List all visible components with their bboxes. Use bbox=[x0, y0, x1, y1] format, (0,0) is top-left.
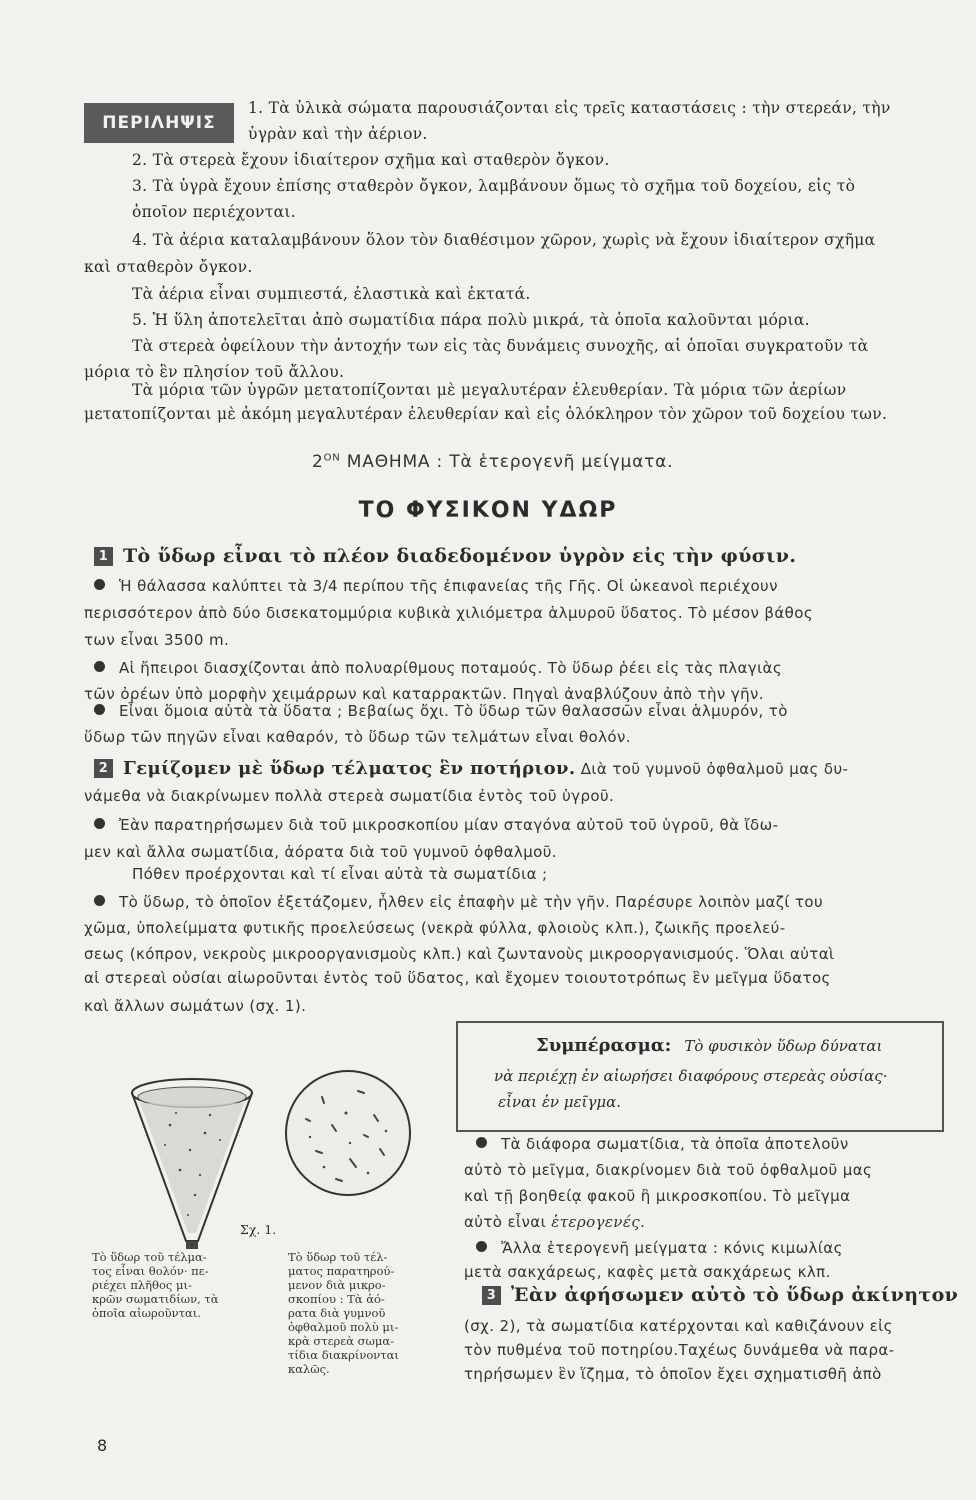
paragraph-line: μετὰ σακχάρεως, καφὲς μετὰ σακχάρεως κλπ. bbox=[464, 1263, 831, 1281]
summary-line: 4. Τὰ ἀέρια καταλαμβάνουν ὅλον τὸν διαθέσιμον χῶρον, χωρὶς νὰ ἔχουν ἰδιαίτερον σχῆμα bbox=[132, 231, 876, 249]
conclusion-text: νὰ περιέχῃ ἐν αἰωρήσει διαφόρους στερεὰς οὐσίας· bbox=[494, 1067, 888, 1085]
conclusion-text: Τὸ φυσικὸν ὕδωρ δύναται bbox=[684, 1037, 883, 1055]
lesson-number-suffix: ΟΝ bbox=[323, 452, 341, 464]
bullet-icon bbox=[94, 579, 105, 590]
summary-line: 5. Ἡ ὕλη ἀποτελεῖται ἀπὸ σωματίδια πάρα πολὺ μικρά, τὰ ὁποῖα καλοῦνται μόρια. bbox=[132, 311, 810, 329]
section-number-badge: 3 bbox=[482, 1286, 501, 1305]
paragraph-line: σεως (κόπρον, νεκροὺς μικροοργανισμοὺς κλπ.) καὶ ζωντανοὺς μικροοργανισμούς. Ὅλαι αὐταὶ bbox=[84, 945, 835, 963]
paragraph-line: Ἡ θάλασσα καλύπτει τὰ 3/4 περίπου τῆς ἐπιφανείας τῆς Γῆς. Οἱ ὠκεανοὶ περιέχουν bbox=[94, 574, 778, 598]
summary-label: ΠΕΡΙΛΗΨΙΣ bbox=[84, 103, 234, 143]
paragraph-line: περισσότερον ἀπὸ δύο δισεκατομμύρια κυβικὰ χιλιόμετρα ἁλμυροῦ ὕδατος. Τὸ μέσον βάθος bbox=[84, 604, 814, 622]
summary-line: ὁποῖον περιέχονται. bbox=[132, 203, 296, 221]
paragraph-line: των εἶναι 3500 m. bbox=[84, 631, 230, 649]
figure-caption-left: Τὸ ὕδωρ τοῦ τέλμα- τος εἶναι θολόν· πε- ριέχει πλῆθος μι- κρῶν σωματιδίων, τὰ ὁποῖα αἰωροῦνται. bbox=[92, 1250, 219, 1320]
paragraph-line: μεν καὶ ἄλλα σωματίδια, ἀόρατα διὰ τοῦ γυμνοῦ ὀφθαλμοῦ. bbox=[84, 843, 557, 861]
summary-line: ὑγρὰν καὶ τὴν ἀέριον. bbox=[248, 125, 428, 143]
lesson-subject: Τὰ ἑτερογενῆ μείγματα. bbox=[449, 452, 674, 472]
bullet-icon bbox=[94, 704, 105, 715]
bullet-icon bbox=[94, 661, 105, 672]
conclusion-first-line bbox=[536, 1035, 882, 1056]
conclusion-title: Συμπέρασμα: bbox=[536, 1035, 672, 1056]
summary-line: Τὰ μόρια τῶν ὑγρῶν μετατοπίζονται μὲ μεγαλυτέραν ἐλευθερίαν. Τὰ μόρια τῶν ἀερίων bbox=[132, 381, 847, 399]
summary-line: 2. Τὰ στερεὰ ἔχουν ἰδιαίτερον σχῆμα καὶ σταθερὸν ὄγκον. bbox=[132, 151, 610, 169]
summary-line: 3. Τὰ ὑγρὰ ἔχουν ἐπίσης σταθερὸν ὄγκον, λαμβάνουν ὅμως τὸ σχῆμα τοῦ δοχείου, εἰς τὸ bbox=[132, 177, 856, 195]
paragraph-line: χῶμα, ὑπολείμματα φυτικῆς προελεύσεως (νεκρὰ φύλλα, φλοιοὺς κλπ.), ζωικῆς προελεύ- bbox=[84, 919, 786, 937]
section-2-heading-tail: Διὰ τοῦ γυμνοῦ ὀφθαλμοῦ μας δυ- bbox=[580, 760, 849, 778]
page-title: ΤΟ ΦΥΣΙΚΟΝ ΥΔΩΡ bbox=[358, 498, 618, 523]
summary-line: Τὰ ἀέρια εἶναι συμπιεστά, ἐλαστικὰ καὶ ἐκτατά. bbox=[132, 285, 531, 303]
paragraph-line: Τὰ διάφορα σωματίδια, τὰ ὁποῖα ἀποτελοῦν bbox=[476, 1132, 849, 1156]
paragraph-line: καὶ ἄλλων σωμάτων (σχ. 1). bbox=[84, 997, 307, 1015]
italic-term: ἑτερογενές. bbox=[551, 1213, 646, 1231]
microscope-view-icon bbox=[286, 1071, 410, 1195]
summary-line: καὶ σταθερὸν ὄγκον. bbox=[84, 258, 253, 276]
paragraph-line: τηρήσωμεν ἓν ἵζημα, τὸ ὁποῖον ἔχει σχηματισθῆ ἀπὸ bbox=[464, 1365, 882, 1383]
section-2-heading bbox=[94, 757, 848, 781]
section-number-badge: 2 bbox=[94, 759, 113, 778]
lesson-number: 2 bbox=[312, 452, 324, 472]
paragraph-line: Εἶναι ὅμοια αὐτὰ τὰ ὕδατα ; Βεβαίως ὄχι. Τὸ ὕδωρ τῶν θαλασσῶν εἶναι ἁλμυρόν, τὸ bbox=[94, 699, 788, 723]
paragraph-line: τὸν πυθμένα τοῦ ποτηρίου.Ταχέως δυνάμεθα νὰ παρα- bbox=[464, 1341, 895, 1359]
figure-caption-right: Τὸ ὕδωρ τοῦ τέλ- ματος παρατηρού- μενον διὰ μικρο- σκοπίου : Τὰ ἀό- ρατα διὰ γυμνοῦ ὀφθαλμοῦ πολὺ μι- κρὰ στερεὰ σωμα- τίδια διακρίνονται καλῶς. bbox=[288, 1250, 399, 1376]
paragraph-line: ὕδωρ τῶν πηγῶν εἶναι καθαρόν, τὸ ὕδωρ τῶν τελμάτων εἶναι θολόν. bbox=[84, 728, 631, 746]
conclusion-box bbox=[456, 1021, 944, 1132]
summary-line: μετατοπίζονται μὲ ἀκόμη μεγαλυτέραν ἐλευθερίαν καὶ εἰς ὁλόκληρον τὸν χῶρον τοῦ δοχείου των. bbox=[84, 405, 888, 423]
paragraph-line: καὶ τῇ βοηθείᾳ φακοῦ ἢ μικροσκοπίου. Τὸ μεῖγμα bbox=[464, 1187, 851, 1205]
figure-label: Σχ. 1. bbox=[240, 1222, 277, 1237]
section-1-heading bbox=[94, 545, 796, 567]
lesson-header bbox=[312, 452, 673, 472]
summary-line: Τὰ στερεὰ ὀφείλουν τὴν ἀντοχήν των εἰς τὰς δυνάμεις συνοχῆς, αἱ ὁποῖαι συγκρατοῦν τὰ bbox=[132, 337, 869, 355]
paragraph-line: Αἱ ἤπειροι διασχίζονται ἀπὸ πολυαρίθμους ποταμούς. Τὸ ὕδωρ ῥέει εἰς τὰς πλαγιὰς bbox=[94, 656, 782, 680]
page-number: 8 bbox=[97, 1436, 108, 1455]
paragraph-line: Ἐὰν παρατηρήσωμεν διὰ τοῦ μικροσκοπίου μίαν σταγόνα αὐτοῦ τοῦ ὑγροῦ, θὰ ἴδω- bbox=[94, 813, 778, 837]
paragraph-line: νάμεθα νὰ διακρίνωμεν πολλὰ στερεὰ σωματίδια ἐντὸς τοῦ ὑγροῦ. bbox=[84, 787, 615, 805]
figure-1-illustration bbox=[110, 1055, 450, 1255]
paragraph-line: αἱ στερεαὶ οὐσίαι αἰωροῦνται ἐντὸς τοῦ ὕδατος, καὶ ἔχομεν τοιουτοτρόπως ἓν μεῖγμα ὕδατος bbox=[84, 969, 831, 987]
paragraph-line: αὐτὸ τὸ μεῖγμα, διακρίνομεν διὰ τοῦ ὀφθαλμοῦ μας bbox=[464, 1161, 873, 1179]
summary-line: μόρια τὸ ἓν πλησίον τοῦ ἄλλου. bbox=[84, 363, 345, 381]
paragraph-line: (σχ. 2), τὰ σωματίδια κατέρχονται καὶ καθιζάνουν εἰς bbox=[464, 1317, 893, 1335]
bullet-icon bbox=[94, 818, 105, 829]
paragraph-line: τῶν ὀρέων ὑπὸ μορφὴν χειμάρρων καὶ καταρρακτῶν. Πηγαὶ ἀναβλύζουν ἀπὸ τὴν γῆν. bbox=[84, 685, 764, 703]
bullet-icon bbox=[476, 1241, 487, 1252]
paragraph-line: αὐτὸ εἶναι ἑτερογενές. bbox=[464, 1213, 646, 1231]
conclusion-text: εἶναι ἐν μεῖγμα. bbox=[498, 1093, 622, 1111]
section-3-heading bbox=[482, 1284, 958, 1306]
lesson-label: ΜΑΘΗΜΑ : bbox=[346, 452, 444, 472]
section-3-heading-text: Ἐὰν ἀφήσωμεν αὐτὸ τὸ ὕδωρ ἀκίνητον bbox=[511, 1284, 959, 1306]
section-number-badge: 1 bbox=[94, 547, 113, 566]
glass-icon bbox=[132, 1079, 252, 1249]
paragraph-line: Τὸ ὕδωρ, τὸ ὁποῖον ἐξετάζομεν, ἦλθεν εἰς ἐπαφὴν μὲ τὴν γῆν. Παρέσυρε λοιπὸν μαζί του bbox=[94, 890, 823, 914]
section-1-heading-text: Τὸ ὕδωρ εἶναι τὸ πλέον διαδεδομένον ὑγρὸν εἰς τὴν φύσιν. bbox=[123, 545, 797, 567]
bullet-icon bbox=[476, 1137, 487, 1148]
summary-line: 1. Τὰ ὑλικὰ σώματα παρουσιάζονται εἰς τρεῖς καταστάσεις : τὴν στερεάν, τὴν bbox=[248, 99, 891, 117]
bullet-icon bbox=[94, 895, 105, 906]
paragraph-line: Ἄλλα ἑτερογενῆ μείγματα : κόνις κιμωλίας bbox=[476, 1236, 843, 1260]
section-2-heading-text: Γεμίζομεν μὲ ὕδωρ τέλματος ἓν ποτήριον. bbox=[123, 758, 576, 779]
paragraph-line: Πόθεν προέρχονται καὶ τί εἶναι αὐτὰ τὰ σωματίδια ; bbox=[132, 865, 548, 883]
